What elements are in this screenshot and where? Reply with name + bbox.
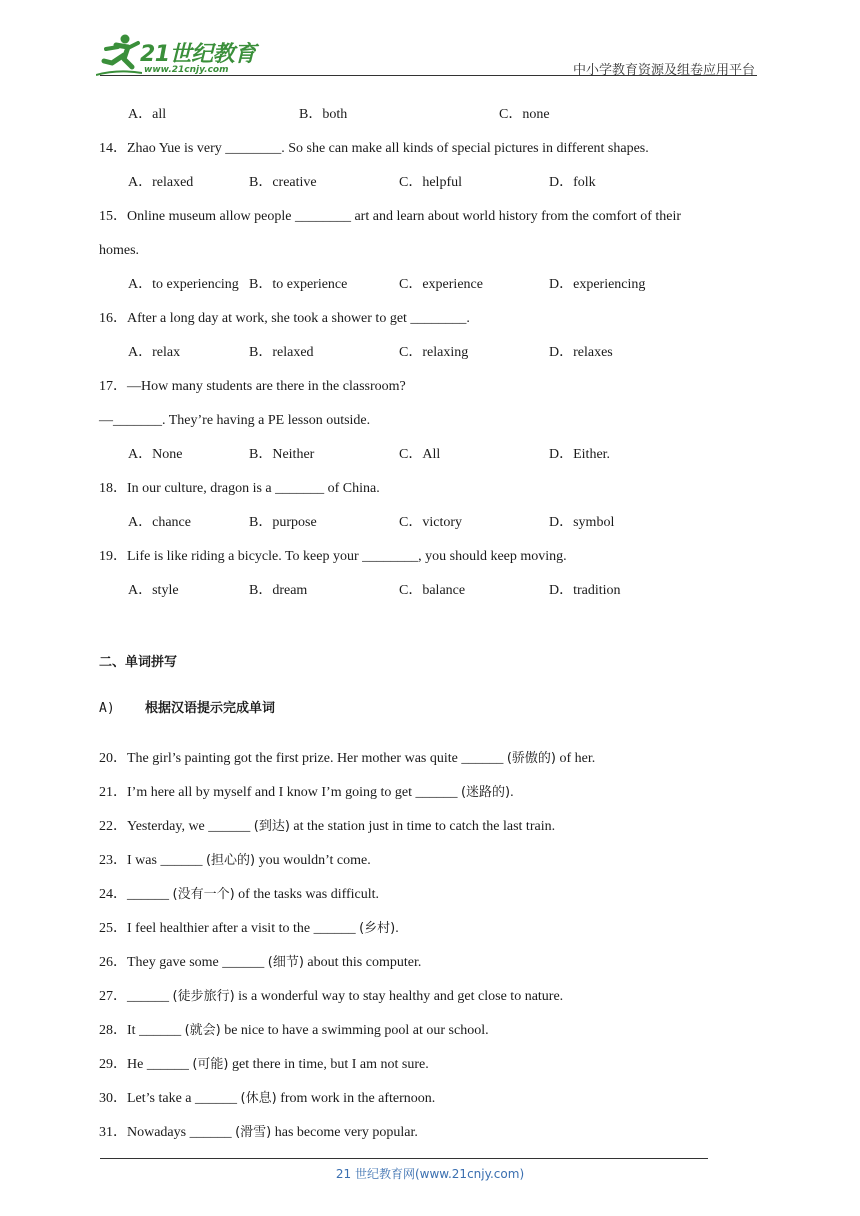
option-b[interactable]: B．dream: [249, 583, 308, 598]
chinese-hint: (骄傲的): [506, 751, 557, 766]
option-d[interactable]: D．folk: [549, 175, 596, 190]
question-stem-17-cont: —_______. They’re having a PE lesson outside.: [99, 413, 371, 428]
options-row-q19: [99, 580, 759, 614]
question-text: 21．I’m here all by myself and I know I’m going to get: [99, 785, 416, 800]
spelling-question: [99, 1020, 759, 1054]
option-a[interactable]: A．to experiencing: [128, 277, 239, 292]
answer-blank[interactable]: ______: [222, 955, 265, 970]
question-text: 29．He: [99, 1057, 147, 1072]
question-text-end: has become very popular.: [271, 1125, 418, 1140]
site-tagline: 中小学教育资源及组卷应用平台: [572, 63, 755, 78]
option-a[interactable]: A．None: [128, 447, 183, 462]
answer-blank[interactable]: ______: [313, 921, 356, 936]
option-c[interactable]: C．victory: [399, 515, 462, 530]
answer-blank[interactable]: ______: [461, 751, 504, 766]
logo-text: 21世纪教育: [140, 42, 256, 67]
options-row-q17: [99, 444, 759, 478]
options-row-q14: [99, 172, 759, 206]
question-text-end: at the station just in time to catch the last train.: [289, 819, 556, 834]
spelling-question: [99, 952, 759, 986]
question-text-end: be nice to have a swimming pool at our school.: [220, 1023, 489, 1038]
site-logo[interactable]: [96, 33, 261, 79]
answer-blank[interactable]: ______: [160, 853, 203, 868]
option-c[interactable]: C．experience: [399, 277, 483, 292]
subsection-title: [99, 698, 759, 748]
chinese-hint: (滑雪): [235, 1125, 272, 1140]
option-b[interactable]: B．creative: [249, 175, 317, 190]
question-text-end: about this computer.: [303, 955, 422, 970]
option-c[interactable]: C．relaxing: [399, 345, 469, 360]
question-text-end: is a wonderful way to stay healthy and get close to nature.: [234, 989, 564, 1004]
subsection-mark: A): [99, 701, 115, 716]
page-header: [0, 0, 860, 80]
answer-blank[interactable]: ______: [415, 785, 458, 800]
option-b[interactable]: B．Neither: [249, 447, 315, 462]
question-stem-15-cont: homes.: [99, 243, 140, 258]
chinese-hint: (徒步旅行): [172, 989, 235, 1004]
answer-blank[interactable]: ______: [189, 1125, 232, 1140]
chinese-hint: (细节): [267, 955, 304, 970]
subsection-label: 根据汉语提示完成单词: [145, 701, 276, 716]
option-a[interactable]: A．relax: [128, 345, 181, 360]
spelling-question: [99, 1054, 759, 1088]
option-b[interactable]: B．purpose: [249, 515, 317, 530]
chinese-hint: (就会): [184, 1023, 221, 1038]
option-c[interactable]: C．All: [399, 447, 441, 462]
question-text: 22．Yesterday, we: [99, 819, 209, 834]
answer-blank[interactable]: ______: [208, 819, 251, 834]
section-spacer: [99, 614, 759, 652]
options-row-q15: [99, 274, 759, 308]
option-a[interactable]: A．chance: [128, 515, 191, 530]
spelling-question: [99, 986, 759, 1020]
question-text: 20．The girl’s painting got the first prize. Her mother was quite: [99, 751, 462, 766]
footer-source[interactable]: 21 世纪教育网(www.21cnjy.com): [335, 1167, 525, 1181]
options-row-q18: [99, 512, 759, 546]
chinese-hint: (乡村): [359, 921, 396, 936]
question-stem-19: 19．Life is like riding a bicycle. To keep your ________, you should keep moving.: [99, 549, 567, 564]
question-text: 26．They gave some: [99, 955, 223, 970]
question-text: 31．Nowadays: [99, 1125, 190, 1140]
option-c[interactable]: C．none: [499, 107, 550, 122]
spelling-question: [99, 918, 759, 952]
spelling-question: [99, 850, 759, 884]
question-stem-17: 17．—How many students are there in the classroom?: [99, 379, 406, 394]
answer-blank[interactable]: ______: [139, 1023, 182, 1038]
question-text-end: you wouldn’t come.: [255, 853, 371, 868]
question-stem-16: 16．After a long day at work, she took a shower to get ________.: [99, 311, 470, 326]
question-stem-14: 14．Zhao Yue is very ________. So she can make all kinds of special pictures in different shapes.: [99, 141, 649, 156]
options-row-q13: [99, 104, 759, 138]
question-text: 25．I feel healthier after a visit to the: [99, 921, 314, 936]
section-title: 二、单词拼写: [99, 655, 178, 670]
answer-blank[interactable]: ______: [127, 989, 169, 1004]
question-text-end: of the tasks was difficult.: [234, 887, 380, 902]
question-stem-18: 18．In our culture, dragon is a _______ of China.: [99, 481, 380, 496]
question-stem-15: 15．Online museum allow people ________ art and learn about world history from the comfort of their: [99, 209, 682, 224]
question-text: 27．: [99, 989, 127, 1004]
chinese-hint: (没有一个): [172, 887, 235, 902]
question-text: 24．: [99, 887, 127, 902]
answer-blank[interactable]: ______: [127, 887, 169, 902]
option-d[interactable]: D．symbol: [549, 515, 615, 530]
option-c[interactable]: C．helpful: [399, 175, 462, 190]
option-c[interactable]: C．balance: [399, 583, 466, 598]
runner-logo-icon: [96, 33, 142, 77]
option-a[interactable]: A．relaxed: [128, 175, 194, 190]
option-d[interactable]: D．experiencing: [549, 277, 646, 292]
option-a[interactable]: A．all: [128, 107, 167, 122]
spelling-question: [99, 1122, 759, 1156]
footer-divider: [100, 1158, 708, 1159]
chinese-hint: (到达): [253, 819, 290, 834]
option-b[interactable]: B．both: [299, 107, 348, 122]
question-text: 28．It: [99, 1023, 140, 1038]
header-divider: [100, 75, 757, 76]
spelling-question: [99, 816, 759, 850]
spelling-question: [99, 884, 759, 918]
spelling-question: [99, 1088, 759, 1122]
question-text-end: get there in time, but I am not sure.: [228, 1057, 429, 1072]
question-text-end: .: [510, 785, 514, 800]
answer-blank[interactable]: ______: [146, 1057, 189, 1072]
option-b[interactable]: B．to experience: [249, 277, 348, 292]
option-b[interactable]: B．relaxed: [249, 345, 314, 360]
question-text: 30．Let’s take a: [99, 1091, 196, 1106]
option-a[interactable]: A．style: [128, 583, 179, 598]
option-d[interactable]: D．tradition: [549, 583, 621, 598]
question-text-end: from work in the afternoon.: [276, 1091, 436, 1106]
chinese-hint: (担心的): [205, 853, 256, 868]
exam-content: [99, 104, 759, 1156]
question-text-end: .: [395, 921, 399, 936]
chinese-hint: (可能): [192, 1057, 229, 1072]
options-row-q16: [99, 342, 759, 376]
spelling-question-list: [99, 748, 759, 1156]
spelling-question: [99, 782, 759, 816]
question-text-end: of her.: [556, 751, 596, 766]
question-text: 23．I was: [99, 853, 161, 868]
option-d[interactable]: D．relaxes: [549, 345, 613, 360]
chinese-hint: (迷路的): [460, 785, 511, 800]
logo-url: www.21cnjy.com: [144, 65, 229, 75]
chinese-hint: (休息): [240, 1091, 277, 1106]
option-d[interactable]: D．Either.: [549, 447, 611, 462]
answer-blank[interactable]: ______: [195, 1091, 238, 1106]
spelling-question: [99, 748, 759, 782]
